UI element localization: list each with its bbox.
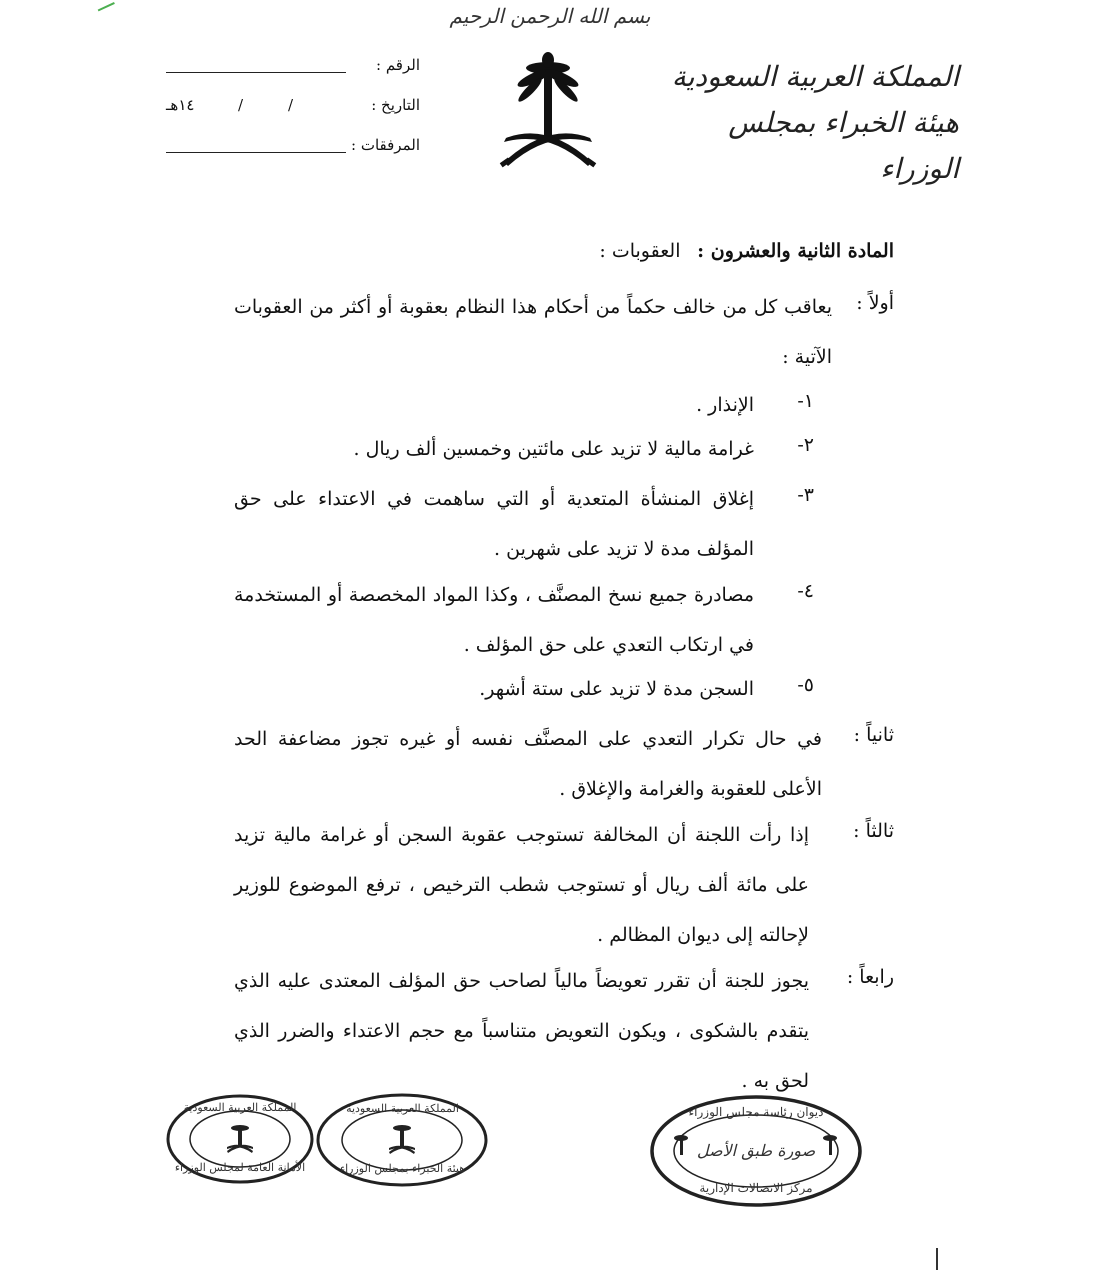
penalty-item-text: إغلاق المنشأة المتعدية أو التي ساهمت في الاعتداء على حق المؤلف مدة لا تزيد على شهرين . bbox=[234, 488, 754, 560]
date-row bbox=[160, 96, 420, 136]
seal-bottom-text: الأمانة العامة لمجلس الوزراء bbox=[174, 1161, 306, 1174]
cabinet-court-seal bbox=[648, 1093, 864, 1209]
seal-bottom-text: هيئة الخبراء بمجلس الوزراء bbox=[339, 1162, 466, 1175]
clause-fourth bbox=[234, 956, 894, 1106]
article-title bbox=[599, 240, 894, 262]
penalty-item-number: ١- bbox=[797, 390, 814, 412]
clause-third-label: ثالثاً : bbox=[853, 820, 894, 842]
penalty-item-text: السجن مدة لا تزيد على ستة أشهر. bbox=[479, 678, 754, 700]
date-label: التاريخ : bbox=[371, 96, 420, 114]
penalty-item-text: الإنذار . bbox=[696, 394, 754, 416]
penalty-item-number: ٢- bbox=[797, 434, 814, 456]
clause-third bbox=[234, 810, 894, 960]
clause-second-text: في حال تكرار التعدي على المصنَّف نفسه أو غيره تجوز مضاعفة الحد الأعلى للعقوبة والغرامة والإغلاق . bbox=[234, 728, 822, 800]
org-line-kingdom: المملكة العربية السعودية bbox=[671, 60, 959, 93]
clause-third-text: إذا رأت اللجنة أن المخالفة تستوجب عقوبة السجن أو غرامة مالية تزيد على مائة ألف ريال أو تستوجب شطب الترخيص ، ترفع الموضوع للوزير لإحالته إلى ديوان المظالم . bbox=[234, 824, 809, 946]
attachments-row bbox=[160, 136, 420, 176]
page-edge-mark bbox=[936, 1248, 938, 1270]
clause-first-text: يعاقب كل من خالف حكماً من أحكام هذا النظام بعقوبة أو أكثر من العقوبات الآتية : bbox=[234, 296, 832, 368]
date-slash-1: / bbox=[238, 96, 244, 114]
general-secretariat-seal bbox=[165, 1093, 315, 1185]
date-slash-2: / bbox=[288, 96, 294, 114]
clause-fourth-label: رابعاً : bbox=[846, 966, 894, 988]
seal-center-text: صورة طبق الأصل bbox=[696, 1141, 816, 1160]
penalty-item-text: غرامة مالية لا تزيد على مائتين وخمسين ألف ريال . bbox=[353, 438, 754, 460]
seal-top-text: ديوان رئاسة مجلس الوزراء bbox=[688, 1105, 824, 1119]
article-number: المادة الثانية والعشرون : bbox=[697, 240, 894, 262]
clause-second-label: ثانياً : bbox=[853, 724, 894, 746]
clause-fourth-text: يجوز للجنة أن تقرر تعويضاً مالياً لصاحب حق المؤلف المعتدى عليه الذي يتقدم بالشكوى ، ويكون التعويض متناسباً مع حجم الاعتداء والضرر الذي لحق به . bbox=[234, 970, 809, 1092]
clause-first-label: أولاً : bbox=[856, 292, 894, 314]
penalty-item-number: ٥- bbox=[797, 674, 814, 696]
penalty-item-number: ٤- bbox=[797, 580, 814, 602]
org-line-authority: هيئة الخبراء بمجلس الوزراء bbox=[728, 106, 959, 186]
seal-top-text: المملكة العربية السعودية bbox=[346, 1102, 459, 1115]
penalty-item-text: مصادرة جميع نسخ المصنَّف ، وكذا المواد المخصصة أو المستخدمة في ارتكاب التعدي على حق المؤلف . bbox=[234, 584, 754, 656]
clause-first bbox=[234, 282, 894, 382]
attachments-label: المرفقات : bbox=[351, 136, 420, 154]
penalty-item-number: ٣- bbox=[797, 484, 814, 506]
organization-name bbox=[649, 54, 959, 193]
article-subject: العقوبات : bbox=[599, 240, 681, 262]
palm-swords-emblem-icon bbox=[498, 52, 598, 182]
ref-label: الرقم : bbox=[376, 56, 420, 74]
seal-bottom-text: مركز الاتصالات الإدارية bbox=[699, 1181, 813, 1195]
ref-line bbox=[166, 72, 346, 73]
clause-second bbox=[234, 714, 894, 814]
seal-top-text: المملكة العربية السعودية bbox=[183, 1101, 297, 1114]
basmala: بسم الله الرحمن الرحيم bbox=[449, 4, 651, 28]
experts-commission-seal bbox=[315, 1092, 490, 1188]
ref-row bbox=[160, 56, 420, 96]
corner-pen-mark bbox=[95, 0, 115, 11]
attachments-line bbox=[166, 152, 346, 153]
date-year: ١٤هـ bbox=[166, 96, 195, 114]
reference-block bbox=[160, 56, 420, 176]
